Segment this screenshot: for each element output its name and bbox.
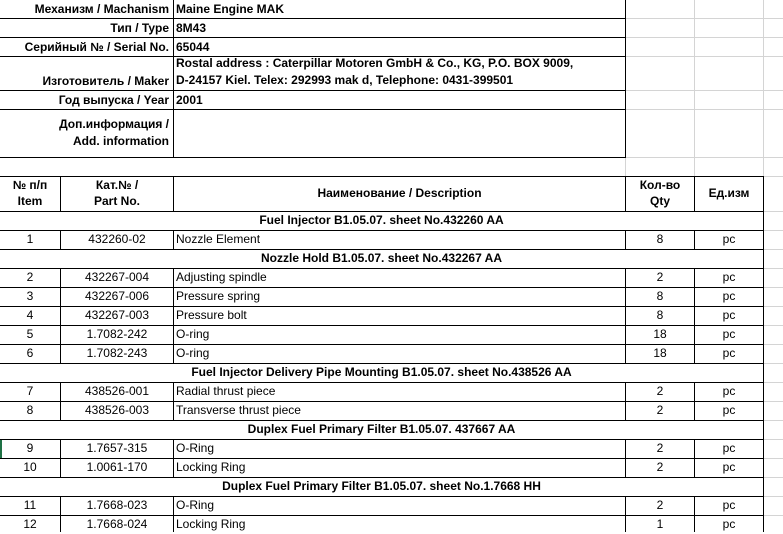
- cell-part[interactable]: 432267-004: [84, 270, 150, 284]
- col-qty-ru: Кол-во: [639, 178, 681, 192]
- cell-item[interactable]: 6: [26, 346, 34, 360]
- cell-qty[interactable]: 2: [656, 441, 664, 455]
- cell-item[interactable]: 7: [26, 384, 34, 398]
- cell-qty[interactable]: 2: [656, 384, 664, 398]
- cell-unit[interactable]: pc: [722, 270, 736, 284]
- maker-value-line2[interactable]: D-24157 Kiel. Telex: 292993 mak d, Telephone: 0431-399501: [176, 73, 514, 87]
- cell-part[interactable]: 1.7668-023: [86, 498, 148, 512]
- section-title: Fuel Injector Delivery Pipe Mounting B1.05.07. sheet No.438526 AA: [191, 365, 572, 379]
- cell-item[interactable]: 4: [26, 308, 34, 322]
- section-title: Nozzle Hold B1.05.07. sheet No.432267 AA: [261, 251, 502, 265]
- cell-qty[interactable]: 8: [656, 289, 664, 303]
- cell-description[interactable]: Pressure bolt: [176, 308, 247, 322]
- section-title: Fuel Injector B1.05.07. sheet No.432260 AA: [259, 213, 504, 227]
- info-label-line2: Add. information: [73, 134, 169, 148]
- cell-description[interactable]: Nozzle Element: [176, 232, 261, 246]
- cell-description[interactable]: Locking Ring: [176, 517, 246, 531]
- type-value[interactable]: 8M43: [176, 21, 207, 35]
- cell-qty[interactable]: 8: [656, 308, 664, 322]
- cell-unit[interactable]: pc: [722, 460, 736, 474]
- cell-part[interactable]: 1.7082-243: [86, 346, 148, 360]
- cell-description[interactable]: O-Ring: [176, 498, 215, 512]
- cell-part[interactable]: 1.7082-242: [86, 327, 148, 341]
- cell-item[interactable]: 3: [26, 289, 34, 303]
- mechanism-label: Механизм / Machanism: [34, 2, 169, 16]
- cell-part[interactable]: 1.0061-170: [86, 460, 148, 474]
- cell-part[interactable]: 438526-003: [84, 403, 150, 417]
- col-description: Наименование / Description: [317, 186, 482, 200]
- col-part-ru: Кат.№ /: [95, 178, 139, 192]
- section-title: Duplex Fuel Primary Filter B1.05.07. sheet No.1.7668 HH: [222, 479, 541, 493]
- cell-item[interactable]: 10: [23, 460, 37, 474]
- cell-unit[interactable]: pc: [722, 327, 736, 341]
- cell-qty[interactable]: 8: [656, 232, 664, 246]
- cell-part[interactable]: 1.7668-024: [86, 517, 148, 531]
- year-value[interactable]: 2001: [176, 93, 203, 107]
- cell-unit[interactable]: pc: [722, 517, 736, 531]
- cell-item[interactable]: 2: [26, 270, 34, 284]
- col-qty-en: Qty: [649, 194, 670, 208]
- cell-item[interactable]: 8: [26, 403, 34, 417]
- info-value[interactable]: [176, 110, 624, 157]
- cell-part[interactable]: 438526-001: [84, 384, 150, 398]
- cell-unit[interactable]: pc: [722, 289, 736, 303]
- type-label: Тип / Type: [110, 21, 169, 35]
- cell-qty[interactable]: 18: [653, 346, 667, 360]
- cell-description[interactable]: O-ring: [176, 346, 210, 360]
- cell-item[interactable]: 9: [26, 441, 34, 455]
- cell-part[interactable]: 432260-02: [88, 232, 146, 246]
- cell-qty[interactable]: 2: [656, 403, 664, 417]
- col-item-en: Item: [17, 194, 43, 208]
- col-part-en: Part No.: [93, 194, 140, 208]
- cell-part[interactable]: 1.7657-315: [86, 441, 148, 455]
- cell-item[interactable]: 5: [26, 327, 34, 341]
- cell-description[interactable]: Radial thrust piece: [176, 384, 276, 398]
- cell-description[interactable]: Locking Ring: [176, 460, 246, 474]
- cell-qty[interactable]: 2: [656, 498, 664, 512]
- cell-unit[interactable]: pc: [722, 498, 736, 512]
- serial-value[interactable]: 65044: [176, 40, 210, 54]
- cell-unit[interactable]: pc: [722, 403, 736, 417]
- cell-description[interactable]: Transverse thrust piece: [176, 403, 301, 417]
- info-label-line1: Доп.информация /: [59, 117, 169, 131]
- col-item-ru: № п/п: [12, 178, 48, 192]
- cell-qty[interactable]: 2: [656, 460, 664, 474]
- cell-item[interactable]: 1: [26, 232, 34, 246]
- serial-label: Серийный № / Serial No.: [24, 40, 169, 54]
- cell-unit[interactable]: pc: [722, 232, 736, 246]
- section-title: Duplex Fuel Primary Filter B1.05.07. 437667 AA: [247, 422, 516, 436]
- cell-unit[interactable]: pc: [722, 384, 736, 398]
- cell-unit[interactable]: pc: [722, 346, 736, 360]
- cell-description[interactable]: O-ring: [176, 327, 210, 341]
- cell-part[interactable]: 432267-006: [84, 289, 150, 303]
- maker-label: Изготовитель / Maker: [42, 74, 169, 88]
- cell-qty[interactable]: 1: [656, 517, 664, 531]
- cell-description[interactable]: Pressure spring: [176, 289, 261, 303]
- year-label: Год выпуска / Year: [58, 93, 169, 107]
- cell-qty[interactable]: 2: [656, 270, 664, 284]
- cell-part[interactable]: 432267-003: [84, 308, 150, 322]
- cell-qty[interactable]: 18: [653, 327, 667, 341]
- cell-item[interactable]: 11: [23, 498, 37, 512]
- maker-value-line1[interactable]: Rostal address : Caterpillar Motoren GmbH & Co., KG, P.O. BOX 9009,: [176, 56, 574, 70]
- cell-unit[interactable]: pc: [722, 441, 736, 455]
- cell-unit[interactable]: pc: [722, 308, 736, 322]
- col-unit: Ед.изм: [708, 186, 750, 200]
- mechanism-value[interactable]: Maine Engine MAK: [176, 2, 285, 16]
- cell-item[interactable]: 12: [23, 517, 37, 531]
- cell-description[interactable]: O-Ring: [176, 441, 215, 455]
- cell-description[interactable]: Adjusting spindle: [176, 270, 267, 284]
